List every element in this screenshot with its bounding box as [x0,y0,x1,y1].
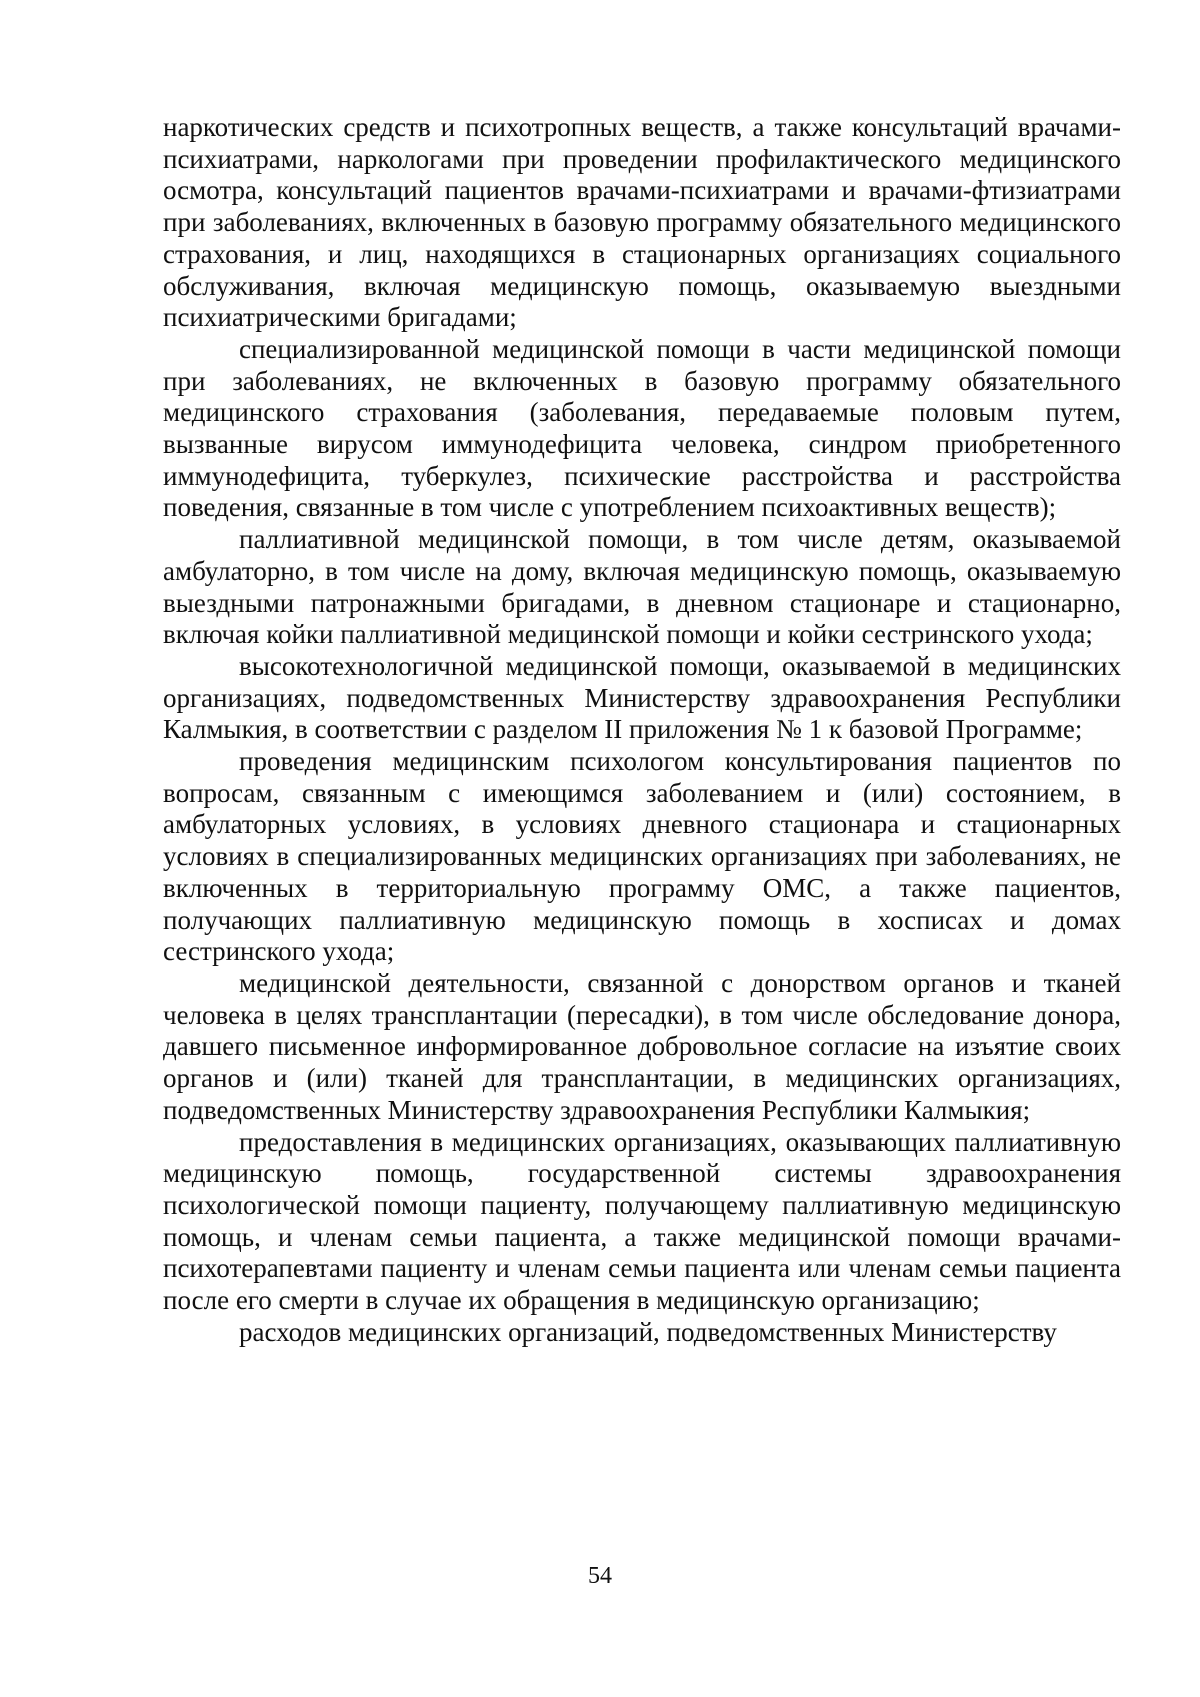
paragraph-specialized-care: специализированной медицинской помощи в части медицинской помощи при заболеваниях, не включенных в базовую программу обязательного медицинского страхования (заболевания, передаваемые половым путем, вызванные вирусом иммунодефицита человека, синдром приобретенного иммунодефицита, туберкулез, психические расстройства и расстройства поведения, связанные в том числе с употреблением психоактивных веществ); [163,333,1121,523]
paragraph-psychological-help: предоставления в медицинских организациях, оказывающих паллиативную медицинскую помощь, государственной системы здравоохранения психологической помощи пациенту, получающему паллиативную медицинскую помощь, и членам семьи пациента, а также медицинской помощи врачами-психотерапевтами пациенту и членам семьи пациента или членам семьи пациента после его смерти в случае их обращения в медицинскую организацию; [163,1126,1121,1316]
paragraph-continuation: наркотических средств и психотропных веществ, а также консультаций врачами-психиатрами, наркологами при проведении профилактического медицинского осмотра, консультаций пациентов врачами-психиатрами и врачами-фтизиатрами при заболеваниях, включенных в базовую программу обязательного медицинского страхования, и лиц, находящихся в стационарных организациях социального обслуживания, включая медицинскую помощь, оказываемую выездными психиатрическими бригадами; [163,112,1121,333]
page-number: 54 [588,1563,612,1589]
paragraph-high-tech-care: высокотехнологичной медицинской помощи, оказываемой в медицинских организациях, подведомственных Министерству здравоохранения Республики Калмыкия, в соответствии с разделом II приложения № 1 к базовой Программе; [163,650,1121,745]
paragraph-psychologist-consulting: проведения медицинским психологом консультирования пациентов по вопросам, связанным с имеющимся заболеванием и (или) состоянием, в амбулаторных условиях, в условиях дневного стационара и стационарных условиях в специализированных медицинских организациях при заболеваниях, не включенных в территориальную программу ОМС, а также пациентов, получающих паллиативную медицинскую помощь в хосписах и домах сестринского ухода; [163,746,1121,967]
document-body [163,112,1121,1348]
paragraph-organ-donation: медицинской деятельности, связанной с донорством органов и тканей человека в целях трансплантации (пересадки), в том числе обследование донора, давшего письменное информированное добровольное согласие на изъятие своих органов и (или) тканей для трансплантации, в медицинских организациях, подведомственных Министерству здравоохранения Республики Калмыкия; [163,967,1121,1125]
paragraph-organization-expenses: расходов медицинских организаций, подведомственных Министерству [239,1316,1057,1347]
paragraph-palliative-care: паллиативной медицинской помощи, в том числе детям, оказываемой амбулаторно, в том числе на дому, включая медицинскую помощь, оказываемую выездными патронажными бригадами, в дневном стационаре и стационарно, включая койки паллиативной медицинской помощи и койки сестринского ухода; [163,524,1121,650]
